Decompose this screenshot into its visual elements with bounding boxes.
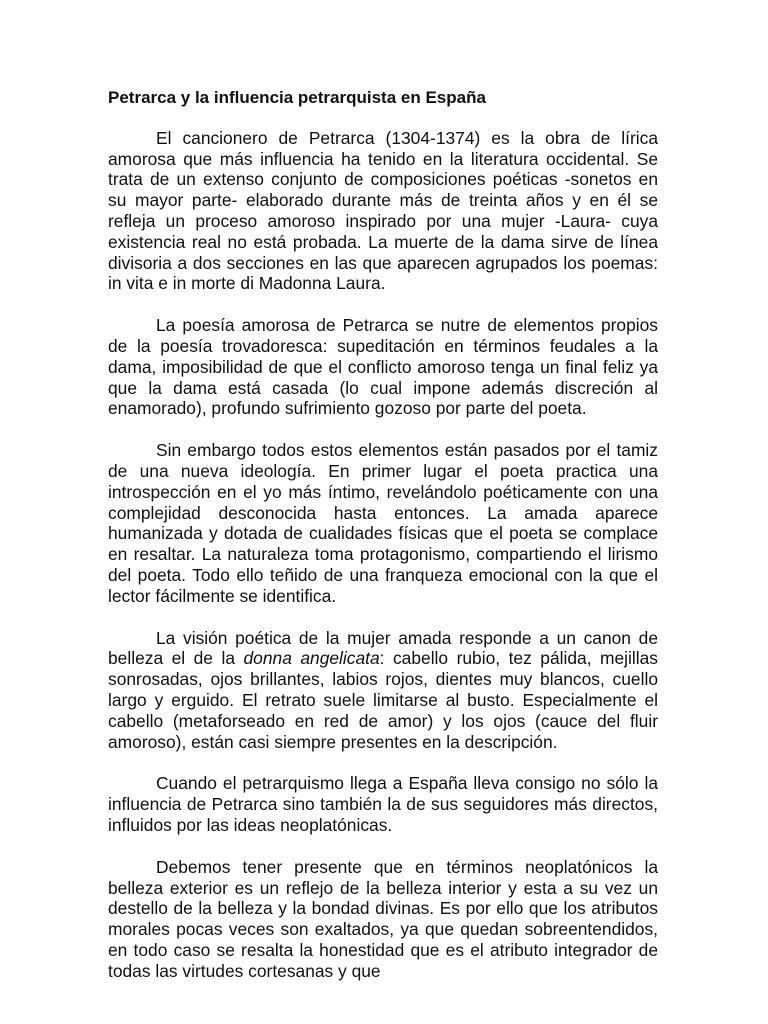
paragraph-poesia-amorosa: La poesía amorosa de Petrarca se nutre de elementos propios de la poesía trovadoresca: supeditación en términos feudales a la dama, imposibilidad de que el conflicto amoroso tenga un final feliz ya que la dama está casada (lo cual impone además discreción al enamorado), profundo sufrimiento gozoso por parte del poeta.: [108, 315, 658, 419]
paragraph-neoplatonicos: Debemos tener presente que en términos neoplatónicos la belleza exterior es un reflejo de la belleza interior y esta a su vez un destello de la belleza y la bondad divinas. Es por ello que los atributos morales pocas veces son exaltados, ya que quedan sobreentendidos, en todo caso se resalta la honestidad que es el atributo integrador de todas las virtudes cortesanas y que: [108, 856, 658, 981]
paragraph-cancionero: El cancionero de Petrarca (1304-1374) es la obra de lírica amorosa que más influencia ha tenido en la literatura occidental. Se trata de un extenso conjunto de composiciones poéticas -sonetos en su mayor parte- elaborado durante más de treinta años y en él se refleja un proceso amoroso inspirado por una mujer -Laura- cuya existencia real no está probada. La muerte de la dama sirve de línea divisoria a dos secciones en las que aparecen agrupados los poemas: in vita e in morte di Madonna Laura.: [108, 127, 658, 294]
italic-term: donna angelicata: [243, 648, 380, 669]
document-body: [108, 88, 658, 1002]
paragraph-petrarquismo-espana: Cuando el petrarquismo llega a España lleva consigo no sólo la influencia de Petrarca sino también la de sus seguidores más directos, influidos por las ideas neoplatónicas.: [108, 773, 658, 835]
paragraph-donna-angelicata: [108, 628, 658, 753]
paragraph-text-after: : cabello rubio, tez pálida, mejillas sonrosadas, ojos brillantes, labios rojos, dientes muy blancos, cuello largo y erguido. El retrato suele limitarse al busto. Especialmente el cabello (metaforseado en red de amor) y los ojos (cauce del fluir amoroso), están casi siempre presentes en la descripción.: [108, 648, 658, 752]
paragraph-nueva-ideologia: Sin embargo todos estos elementos están pasados por el tamiz de una nueva ideología. En primer lugar el poeta practica una introspección en el yo más íntimo, revelándolo poéticamente con una complejidad desconocida hasta entonces. La amada aparece humanizada y dotada de cualidades físicas que el poeta se complace en resaltar. La naturaleza toma protagonismo, compartiendo el lirismo del poeta. Todo ello teñido de una franqueza emocional con la que el lector fácilmente se identifica.: [108, 440, 658, 606]
paragraph-text-before: La visión poética de la mujer amada responde a un canon de belleza el de la: [108, 627, 658, 669]
document-title: Petrarca y la influencia petrarquista en España: [108, 88, 486, 107]
